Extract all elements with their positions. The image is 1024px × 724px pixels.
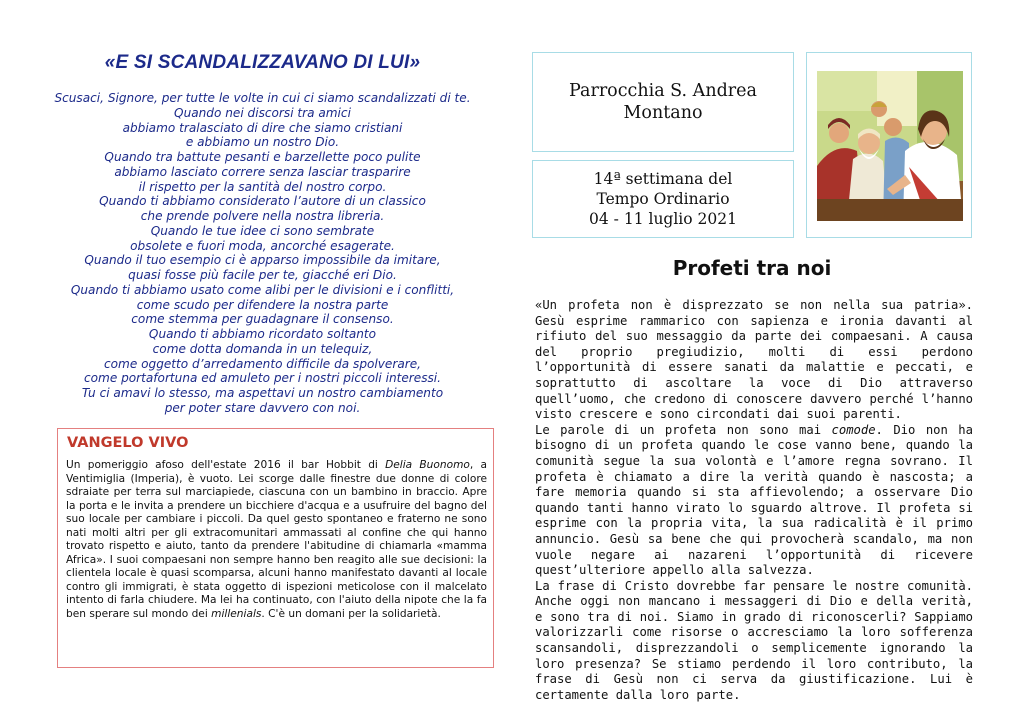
vangelo-text-part: . C'è un domani per la solidarietà. — [261, 607, 441, 620]
vangelo-vivo-text — [66, 459, 487, 621]
poem-text — [30, 91, 495, 416]
week-dates: 04 - 11 luglio 2021 — [589, 210, 737, 228]
poem-line: Quando il tuo esempio ci è apparso impossibile da imitare, — [84, 253, 441, 268]
poem-line: come oggetto d’arredamento difficile da spolverare, — [104, 356, 421, 371]
article-title: Profeti tra noi — [672, 256, 832, 280]
poem-line: Quando nei discorsi tra amici — [174, 105, 351, 120]
poem-title: «E SI SCANDALIZZAVANO DI LUI» — [104, 52, 421, 73]
week-line: Tempo Ordinario — [596, 190, 730, 208]
article-body — [535, 298, 973, 703]
poem-line: obsolete e fuori moda, ancorché esagerate. — [130, 238, 395, 253]
poem-line: quasi fosse più facile per te, giacché eri Dio. — [128, 268, 397, 282]
poem-line: il rispetto per la santità del nostro corpo. — [138, 179, 387, 194]
poem-line: come scudo per difendere la nostra parte — [136, 297, 389, 312]
vangelo-vivo-title: VANGELO VIVO — [67, 435, 189, 451]
poem-line: Scusaci, Signore, per tutte le volte in cui ci siamo scandalizzati di te. — [54, 91, 471, 105]
vangelo-text-part: , a Ventimiglia (Imperia), è vuoto. Lei scorge dalle finestre due donne di colore sdraiate per terra sul marciapiede, ciascuna con un bambino in braccio. Apre la porta e le invita a prendere un bicchiere d'acqua e a usufruire del bagno del suo locale per cambiare i piccoli. Da quel gesto spontaneo e fraterno ne sono nati molti altri per gli extracomunitari ammassati al confine che qui hanno trovato rispetto e aiuto, tanto da prendere l'abitudine di chiamarla «mamma Africa». I suoi compaesani non sempre hanno ben reagito alle sue decisioni: la clientela locale è quasi scomparsa, alcuni hanno manifestato davanti al locale contro gli immigrati, è stata oggetto di ispezioni meticolose con il malcelato intento di farla chiudere. Ma lei ha continuato, con l'aiuto della nipote che la fa ben sperare sul mondo dei — [66, 459, 487, 620]
parish-name: Parrocchia S. Andrea — [569, 81, 757, 101]
vangelo-vivo-box — [57, 428, 494, 668]
parish-location: Montano — [623, 103, 703, 123]
vangelo-text-part: Un pomeriggio afoso dell'estate 2016 il bar Hobbit di — [66, 459, 386, 471]
poem-line: abbiamo lasciato correre senza lasciar trasparire — [114, 164, 411, 179]
article-emphasis: comode — [831, 422, 876, 437]
article-text-part: Le parole di un profeta non sono mai — [535, 422, 832, 437]
poem-line: per poter stare davvero con noi. — [164, 400, 361, 415]
poem-line: come stemma per guadagnare il consenso. — [131, 312, 394, 327]
poem-line: che prende polvere nella nostra libreria. — [140, 209, 385, 223]
jesus-illustration — [817, 71, 963, 221]
illustration-box — [806, 52, 972, 238]
parish-box — [532, 52, 794, 152]
poem-line: Quando ti abbiamo usato come alibi per le divisioni e i conflitti, — [70, 282, 455, 297]
poem-line: Quando le tue idee ci sono sembrate — [150, 223, 375, 238]
article-paragraph: «Un profeta non è disprezzato se non nella sua patria». Gesù esprime rammarico con sapienza e ironia davanti al rifiuto del suo messaggio da parte dei compaesani. A causa del proprio pregiudizio, molti di essi perdono l’opportunità di essere sanati da malattie e peccati, e soprattutto di ascoltare la voce di Dio attraverso quell’uomo, che credono di conoscere davvero perché l’hanno visto crescere e sono circondati dai suoi parenti. — [535, 298, 973, 422]
article-text-part: . Dio non ha bisogno di un profeta quando le cose vanno bene, quando la comunità segue la sua volontà e l’amore regna sovrano. Il profeta è chiamato a dire la verità quando è nascosta; a fare memoria quando si sta affievolendo; a osservare Dio quando tanti hanno virato lo sguardo altrove. Il profeta si esprime con la propria vita, la sua radicalità è il primo annuncio. Gesù sa bene che qui provocherà scandalo, ma non vuole negare ai nazareni l’opportunità di ricevere quest’ulteriore appello alla salvezza. — [535, 422, 973, 578]
poem-line: Quando tra battute pesanti e barzellette poco pulite — [104, 150, 421, 164]
poem-line: come portafortuna ed amuleto per i nostri piccoli interessi. — [83, 371, 442, 386]
week-box — [532, 160, 794, 238]
vangelo-name: Delia Buonomo — [385, 459, 470, 471]
vangelo-millenials: millenials — [211, 607, 262, 620]
article-paragraph — [535, 423, 973, 579]
poem-line: Quando ti abbiamo considerato l’autore di un classico — [99, 194, 426, 209]
poem-line: come dotta domanda in un telequiz, — [152, 341, 373, 356]
poem-line: abbiamo tralasciato di dire che siamo cristiani — [122, 120, 403, 135]
poem-line: Quando ti abbiamo ricordato soltanto — [148, 327, 377, 341]
article-paragraph: La frase di Cristo dovrebbe far pensare le nostre comunità. Anche oggi non mancano i messaggeri di Dio e della verità, e sono tra di noi. Siamo in grado di riconoscerli? Sappiamo valorizzarli come risorse o accresciamo la loro sofferenza scansandoli, disprezzandoli o semplicemente ignorando la loro presenza? Se stiamo perdendo il loro contributo, la frase di Gesù non ci serva da giustificazione. Lui è certamente dalla loro parte. — [535, 578, 973, 702]
poem-line: Tu ci amavi lo stesso, ma aspettavi un nostro cambiamento — [81, 386, 444, 400]
week-line: 14ª settimana del — [593, 170, 733, 188]
poem-line: e abbiamo un nostro Dio. — [185, 135, 340, 150]
